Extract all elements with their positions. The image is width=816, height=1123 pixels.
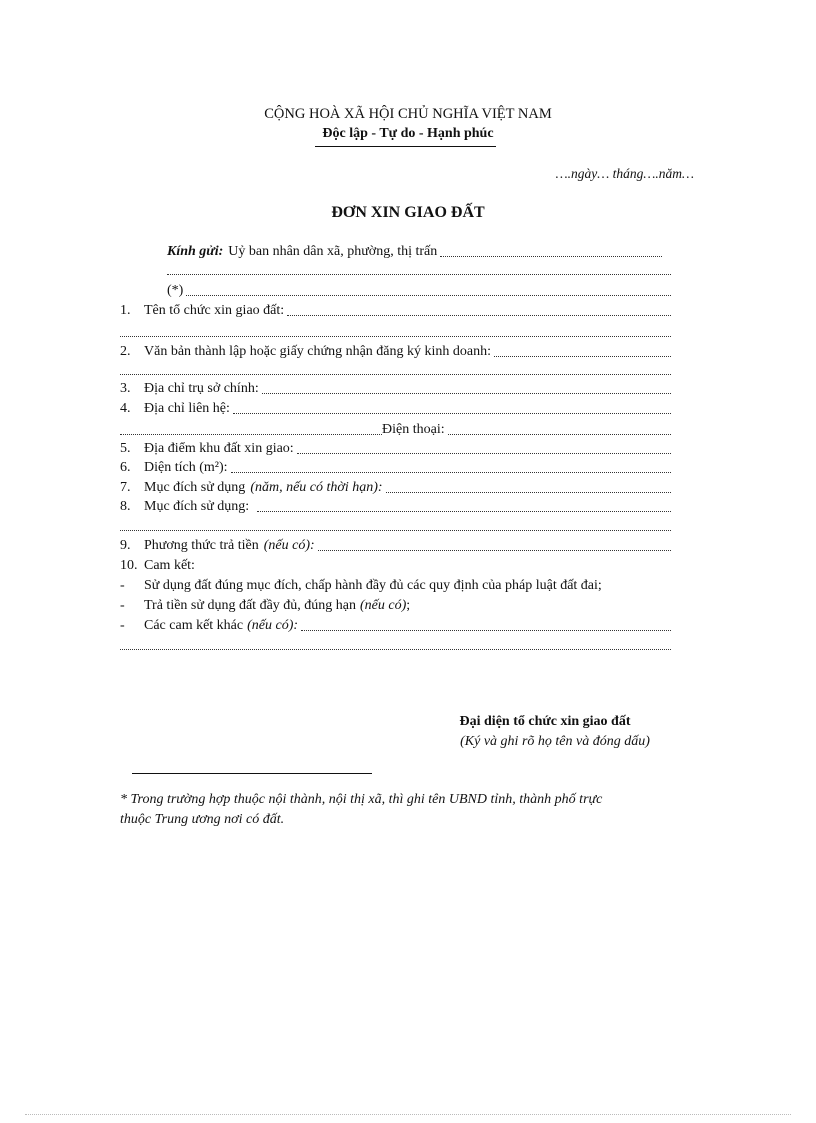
commitment-text: Các cam kết khác: [144, 618, 244, 633]
field-fill[interactable]: [262, 393, 671, 394]
recipient-fill-3[interactable]: [186, 295, 671, 296]
footnote-separator: [132, 773, 372, 774]
field-row-6: [120, 459, 671, 477]
commitment-item: [120, 577, 671, 595]
page-bottom-border: [25, 1114, 791, 1115]
field-fill[interactable]: [257, 511, 671, 512]
field-label: Diện tích (m²):: [144, 460, 228, 475]
field-number: 10.: [120, 558, 138, 573]
field-fill[interactable]: [494, 356, 671, 357]
field-fill[interactable]: [386, 492, 671, 493]
footnote-line-2: thuộc Trung ương nơi có đất.: [120, 812, 285, 827]
field-note: (nếu có):: [263, 538, 315, 553]
commitment-tail: ;: [406, 598, 411, 613]
recipient-fill[interactable]: [440, 256, 662, 257]
field-row-4: [120, 400, 671, 418]
national-title: CỘNG HOÀ XÃ HỘI CHỦ NGHĨA VIỆT NAM: [264, 106, 552, 122]
phone-row: [120, 421, 671, 439]
field-label: Phương thức trả tiền: [144, 538, 259, 553]
field-label: Mục đích sử dụng: [144, 480, 246, 495]
field-label: Cam kết:: [144, 558, 195, 573]
field-label: Văn bản thành lập hoặc giấy chứng nhận đăng ký kinh doanh:: [144, 344, 491, 359]
commitment-item: [120, 617, 671, 635]
field-fill[interactable]: [297, 453, 671, 454]
field-number: 1.: [120, 303, 131, 318]
field-row-5: [120, 440, 671, 458]
recipient-fill-2[interactable]: [167, 274, 671, 275]
address-fill-continuation[interactable]: [120, 434, 382, 435]
field-row-8: [120, 498, 671, 516]
recipient-line: [167, 243, 662, 261]
field-label: Địa chỉ trụ sở chính:: [144, 381, 259, 396]
field-row-1: [120, 302, 671, 320]
commitment-fill[interactable]: [301, 630, 671, 631]
field-number: 6.: [120, 460, 131, 475]
phone-fill[interactable]: [448, 434, 671, 435]
field-number: 4.: [120, 401, 131, 416]
field-fill[interactable]: [287, 315, 671, 316]
commitment-fill-continuation[interactable]: [120, 649, 671, 650]
field-fill[interactable]: [231, 472, 671, 473]
commitment-dash: -: [120, 578, 125, 593]
recipient-text: Uỷ ban nhân dân xã, phường, thị trấn: [228, 244, 438, 259]
motto-underline: [315, 146, 496, 147]
footnote-line-1: * Trong trường hợp thuộc nội thành, nội thị xã, thì ghi tên UBND tỉnh, thành phố trực: [120, 792, 603, 807]
field-number: 9.: [120, 538, 131, 553]
phone-label: Điện thoại:: [382, 422, 445, 437]
field-row-10: [120, 557, 671, 575]
field-label: Mục đích sử dụng:: [144, 499, 250, 514]
date-line: ….ngày… tháng….năm…: [555, 166, 694, 181]
commitment-dash: -: [120, 598, 125, 613]
national-motto: Độc lập - Tự do - Hạnh phúc: [322, 126, 494, 141]
field-row-7: [120, 479, 671, 497]
signature-title: Đại diện tổ chức xin giao đất: [459, 714, 631, 729]
commitment-item: [120, 597, 671, 615]
recipient-label: Kính gửi:: [167, 244, 224, 259]
commitment-note: (nếu có): [360, 598, 407, 613]
commitment-text: Trả tiền sử dụng đất đầy đủ, đúng hạn: [144, 598, 356, 613]
commitment-dash: -: [120, 618, 125, 633]
field-row-3: [120, 380, 671, 398]
field-label: Địa điểm khu đất xin giao:: [144, 441, 294, 456]
field-fill[interactable]: [318, 550, 671, 551]
field-fill-continuation[interactable]: [120, 374, 671, 375]
field-number: 3.: [120, 381, 131, 396]
field-note: (năm, nếu có thời hạn):: [250, 480, 383, 495]
field-label: Địa chỉ liên hệ:: [144, 401, 230, 416]
field-number: 2.: [120, 344, 131, 359]
field-number: 8.: [120, 499, 131, 514]
field-row-9: [120, 537, 671, 555]
commitment-text: Sử dụng đất đúng mục đích, chấp hành đầy đủ các quy định của pháp luật đất đai;: [144, 578, 602, 593]
recipient-marker-line: [167, 282, 671, 300]
field-fill-continuation[interactable]: [120, 336, 671, 337]
field-number: 5.: [120, 441, 131, 456]
field-fill[interactable]: [233, 413, 671, 414]
field-fill-continuation[interactable]: [120, 530, 671, 531]
recipient-marker: (*): [167, 283, 184, 298]
field-row-2: [120, 343, 671, 361]
commitment-note: (nếu có):: [247, 618, 299, 633]
field-label: Tên tổ chức xin giao đất:: [144, 303, 285, 318]
field-number: 7.: [120, 480, 131, 495]
signature-note: (Ký và ghi rõ họ tên và đóng dấu): [460, 734, 650, 749]
document-title: ĐƠN XIN GIAO ĐẤT: [331, 204, 485, 221]
